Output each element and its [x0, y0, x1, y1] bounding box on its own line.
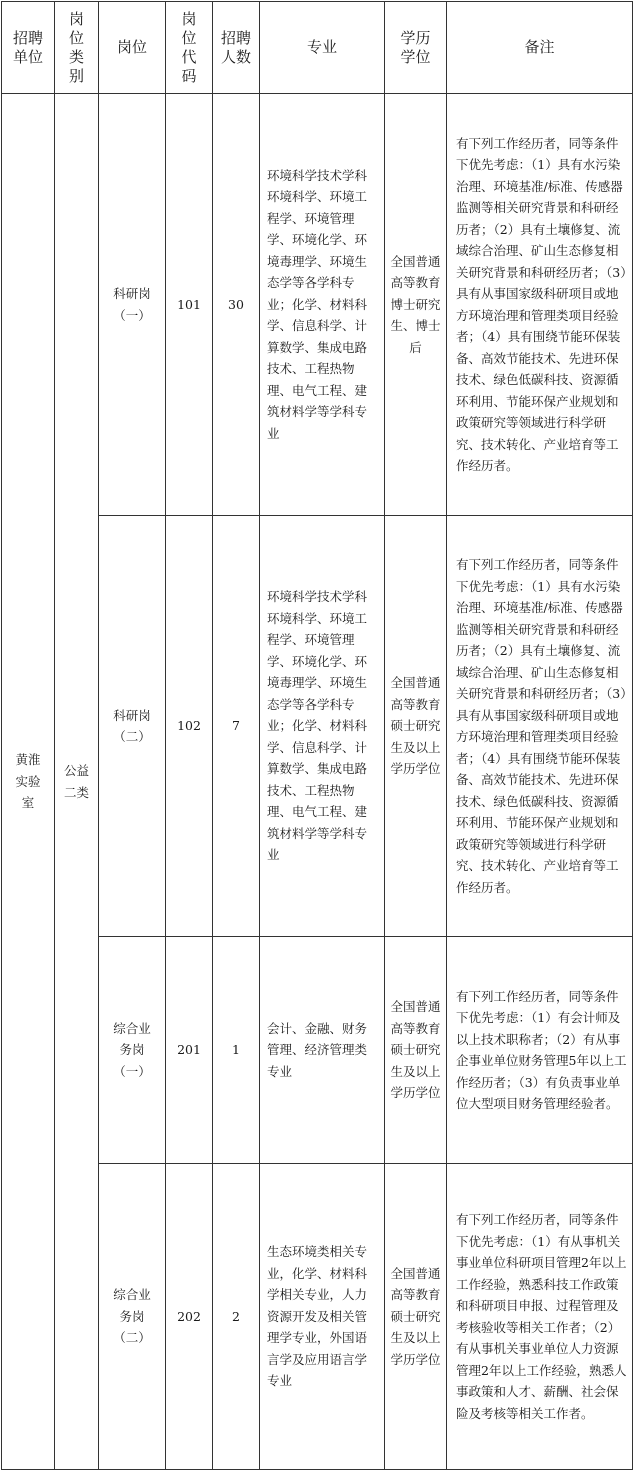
education-cell [385, 937, 447, 1164]
education-cell [385, 94, 447, 516]
remarks-cell [447, 937, 633, 1164]
table-row [2, 94, 633, 516]
education-cell [385, 516, 447, 937]
unit-name: 黄淮实验室 [15, 752, 41, 811]
major-cell [260, 516, 385, 937]
education-text: 全国普通高等教育硕士研究生及以上学历学位 [390, 675, 441, 777]
hire-count: 2 [232, 1308, 240, 1324]
major-cell [260, 1164, 385, 1470]
remarks-text: 有下列工作经历者，同等条件下优先考虑：（1）具有水污染治理、环境基准/标准、传感器监测等相关研究背景和科研经历者；（2）具有土壤修复、流域综合治理、矿山生态修复相关研究背景和科研经历者；（3）具有从事国家级科研项目或地方环境治理和管理类项目经验者；（4）具有围绕节能环保装备、高效节能技术、先进环保技术、绿色低碳科技、资源循环利用、节能环保产业规划和政策研究等领域进行科学研究、技术转化、产业培育等工作经历者。 [456, 557, 627, 895]
header-category [55, 2, 99, 94]
remarks-cell [447, 516, 633, 937]
category-cell [55, 94, 99, 1470]
count-cell [213, 937, 260, 1164]
position-cell [99, 1164, 166, 1470]
hire-count: 30 [228, 296, 244, 312]
code-cell [166, 937, 213, 1164]
header-major-label: 专业 [306, 38, 337, 56]
unit-cell [2, 94, 55, 1470]
position-name: 科研岗（二） [113, 707, 151, 744]
header-remarks [447, 2, 633, 94]
recruitment-table [1, 1, 633, 1470]
education-text: 全国普通高等教育硕士研究生及以上学历学位 [390, 1265, 441, 1367]
education-text: 全国普通高等教育硕士研究生及以上学历学位 [390, 999, 441, 1101]
remarks-text: 有下列工作经历者，同等条件下优先考虑：（1）有会计师及以上技术职称者；（2）有从事企事业单位财务管理5年以上工作经历者；（3）有负责事业单位大型项目财务管理经验者。 [456, 988, 627, 1111]
position-cell [99, 516, 166, 937]
position-cell [99, 937, 166, 1164]
position-cell [99, 94, 166, 516]
remarks-text: 有下列工作经历者，同等条件下优先考虑：（1）有从事机关事业单位科研项目管理2年以上工作经验，熟悉科技工作政策和科研项目申报、过程管理及考核验收等相关工作者；（2）有从事机关事业单位人力资源管理2年以上工作经验，熟悉人事政策和人才、薪酬、社会保险及考核等相关工作者。 [456, 1212, 627, 1421]
position-name: 科研岗（一） [113, 286, 151, 323]
major-text: 会计、金融、财务管理、经济管理类专业 [267, 1020, 368, 1079]
header-major [260, 2, 385, 94]
position-code: 101 [177, 296, 201, 312]
major-text: 生态环境类相关专业，化学、材料科学相关专业，人力资源开发及相关管理学专业，外国语言学及应用语言学专业 [267, 1244, 368, 1389]
header-position [99, 2, 166, 94]
header-code-label: 岗位代码 [181, 9, 197, 85]
major-cell [260, 94, 385, 516]
major-cell [260, 937, 385, 1164]
header-education [385, 2, 447, 94]
header-unit [2, 2, 55, 94]
header-code [166, 2, 213, 94]
header-remarks-label: 备注 [524, 38, 555, 56]
count-cell [213, 516, 260, 937]
header-education-label: 学历学位 [400, 28, 431, 66]
remarks-cell [447, 1164, 633, 1470]
position-code: 202 [177, 1308, 201, 1324]
education-cell [385, 1164, 447, 1470]
count-cell [213, 94, 260, 516]
hire-count: 7 [232, 718, 240, 734]
header-unit-label: 招聘单位 [13, 28, 44, 66]
position-code: 201 [177, 1042, 201, 1058]
position-name: 综合业务岗（二） [113, 1287, 151, 1346]
code-cell [166, 1164, 213, 1470]
header-count [213, 2, 260, 94]
header-position-label: 岗位 [116, 38, 147, 56]
category-name: 公益二类 [64, 763, 90, 800]
header-category-label: 岗位类别 [69, 9, 85, 85]
header-count-label: 招聘人数 [221, 28, 252, 66]
position-name: 综合业务岗（一） [113, 1020, 151, 1079]
count-cell [213, 1164, 260, 1470]
hire-count: 1 [232, 1042, 240, 1058]
code-cell [166, 94, 213, 516]
code-cell [166, 516, 213, 937]
remarks-text: 有下列工作经历者，同等条件下优先考虑：（1）具有水污染治理、环境基准/标准、传感器监测等相关研究背景和科研经历者；（2）具有土壤修复、流域综合治理、矿山生态修复相关研究背景和科研经历者；（3）具有从事国家级科研项目或地方环境治理和管理类项目经验者；（4）具有围绕节能环保装备、高效节能技术、先进环保技术、绿色低碳科技、资源循环利用、节能环保产业规划和政策研究等领域进行科学研究、技术转化、产业培育等工作经历者。 [456, 135, 627, 473]
remarks-cell [447, 94, 633, 516]
position-code: 102 [177, 718, 201, 734]
header-row [2, 2, 633, 94]
major-text: 环境科学技术学科环境科学、环境工程学、环境管理学、环境化学、环境毒理学、环境生态学等各学科专业；化学、材料科学、信息科学、计算数学、集成电路技术、工程热物理、电气工程、建筑材料学等学科专业 [267, 167, 368, 441]
major-text: 环境科学技术学科环境科学、环境工程学、环境管理学、环境化学、环境毒理学、环境生态学等各学科专业；化学、材料科学、信息科学、计算数学、集成电路技术、工程热物理、电气工程、建筑材料学等学科专业 [267, 589, 368, 863]
education-text: 全国普通高等教育博士研究生、博士后 [390, 253, 441, 355]
